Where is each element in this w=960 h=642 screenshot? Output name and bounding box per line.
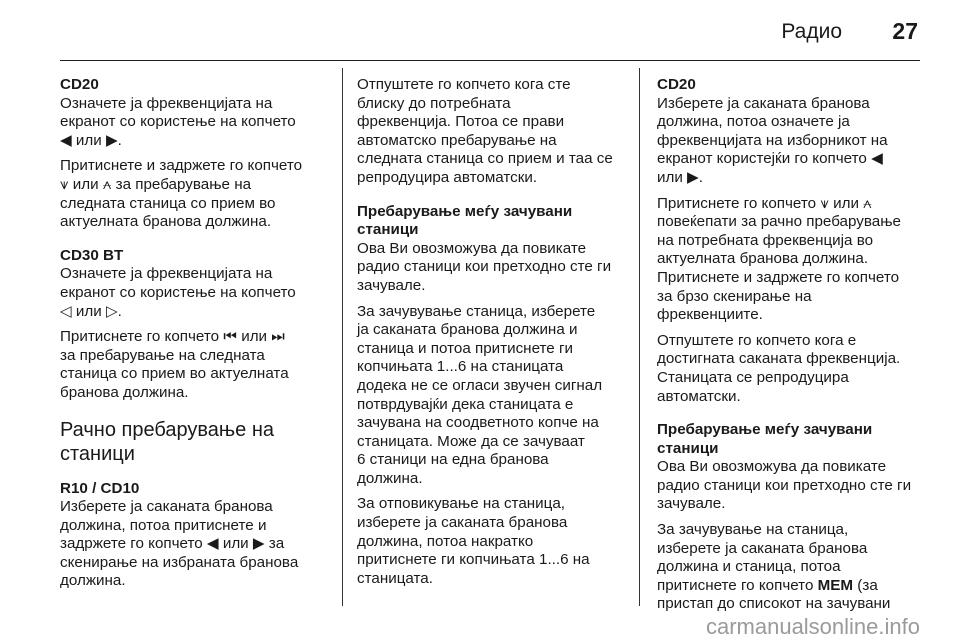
page-number: 27	[892, 18, 918, 44]
page-header	[0, 0, 960, 60]
stored-stations-heading: Пребарување меѓу зачувани станици	[357, 202, 573, 239]
column-1	[60, 76, 336, 598]
cd30-paragraph-2: Притиснете го копчето ⏮ или ⏭ за пребарување на следната станица со прием во актуелната бранова должина.	[60, 328, 289, 401]
column-2	[357, 76, 629, 595]
col3-paragraph-4: Ова Ви овозможува да повикате радио станици кои претходно сте ги зачувале.	[657, 458, 912, 513]
section-heading: Рачно пребарување на станици	[60, 418, 274, 465]
col3-paragraph-1: Изберете ја саканата бранова должина, потоа означете ја фреквенцијата на изборникот на екранот користејќи го копчето ◀ или ▶.	[657, 94, 888, 186]
column-divider-2	[639, 68, 640, 606]
watermark: carmanualsonline.info	[705, 614, 920, 639]
cd20-heading-col3: CD20	[657, 76, 696, 93]
mem-button-label: MEM	[817, 576, 854, 594]
col2-paragraph-1: Отпуштете го копчето кога сте блиску до потребната фреквенција. Потоа се прави автоматско пребарување на следната станица со прием и таа се репродуцира автоматски.	[357, 76, 613, 186]
col2-paragraph-3: За зачувување станица, изберете ја саканата бранова должина и станица и потоа притиснете ги копчињата 1...6 на станицата додека не се огласи звучен сигнал потврдувајќи дека станицата е зачувана на соодветното копче на станицата. Може да се зачуваат 6 станици на една бранова должина.	[357, 302, 603, 487]
col3-paragraph-5-end: (за пристап до списокот на зачувани	[657, 576, 891, 613]
stored-stations-heading-col3: Пребарување меѓу зачувани станици	[657, 421, 873, 457]
cd20-heading: CD20	[60, 76, 99, 93]
col3-paragraph-2: Притиснете го копчето ⩛ или ⩜ повеќепати за рачно пребарување на потребната фреквенција во актуелната бранова должина. Притиснете и задржете го копчето за брзо скенирање на фреквенциите.	[657, 194, 901, 324]
r10-paragraph-1: Изберете ја саканата бранова должина, потоа притиснете и задржете го копчето ◀ или ▶ за скенирање на избраната бранова должина.	[60, 498, 299, 590]
col3-paragraph-3: Отпуштете го копчето кога е достигната саканата фреквенција. Станицата се репродуцира автоматски.	[657, 331, 901, 405]
r10-heading: R10 / CD10	[60, 479, 140, 497]
col2-paragraph-2: Ова Ви овозможува да повикате радио станици кои претходно сте ги зачувале.	[357, 239, 612, 294]
header-rule	[60, 60, 920, 61]
cd20-paragraph-2: Притиснете и задржете го копчето ⩛ или ⩜ за пребарување на следната станица со прием во актуелната бранова должина.	[60, 157, 303, 231]
page-title: Радио	[781, 20, 842, 43]
col3-paragraph-5	[657, 521, 933, 614]
cd30-paragraph-1: Означете ја фреквенцијата на екранот со користење на копчето ◁ или ▷.	[60, 265, 296, 320]
col2-paragraph-4: За отповикување на станица, изберете ја саканата бранова должина, потоа накратко притиснете ги копчињата 1...6 на станицата.	[357, 495, 590, 587]
column-3	[657, 76, 933, 621]
cd30-heading: CD30 BT	[60, 246, 124, 264]
column-divider-1	[342, 68, 343, 606]
cd20-paragraph-1: Означете ја фреквенцијата на екранот со користење на копчето ◀ или ▶.	[60, 94, 296, 149]
col3-paragraph-5-start: За зачувување на станица, изберете ја саканата бранова должина и станица, потоа притиснете го копчето	[657, 521, 868, 594]
